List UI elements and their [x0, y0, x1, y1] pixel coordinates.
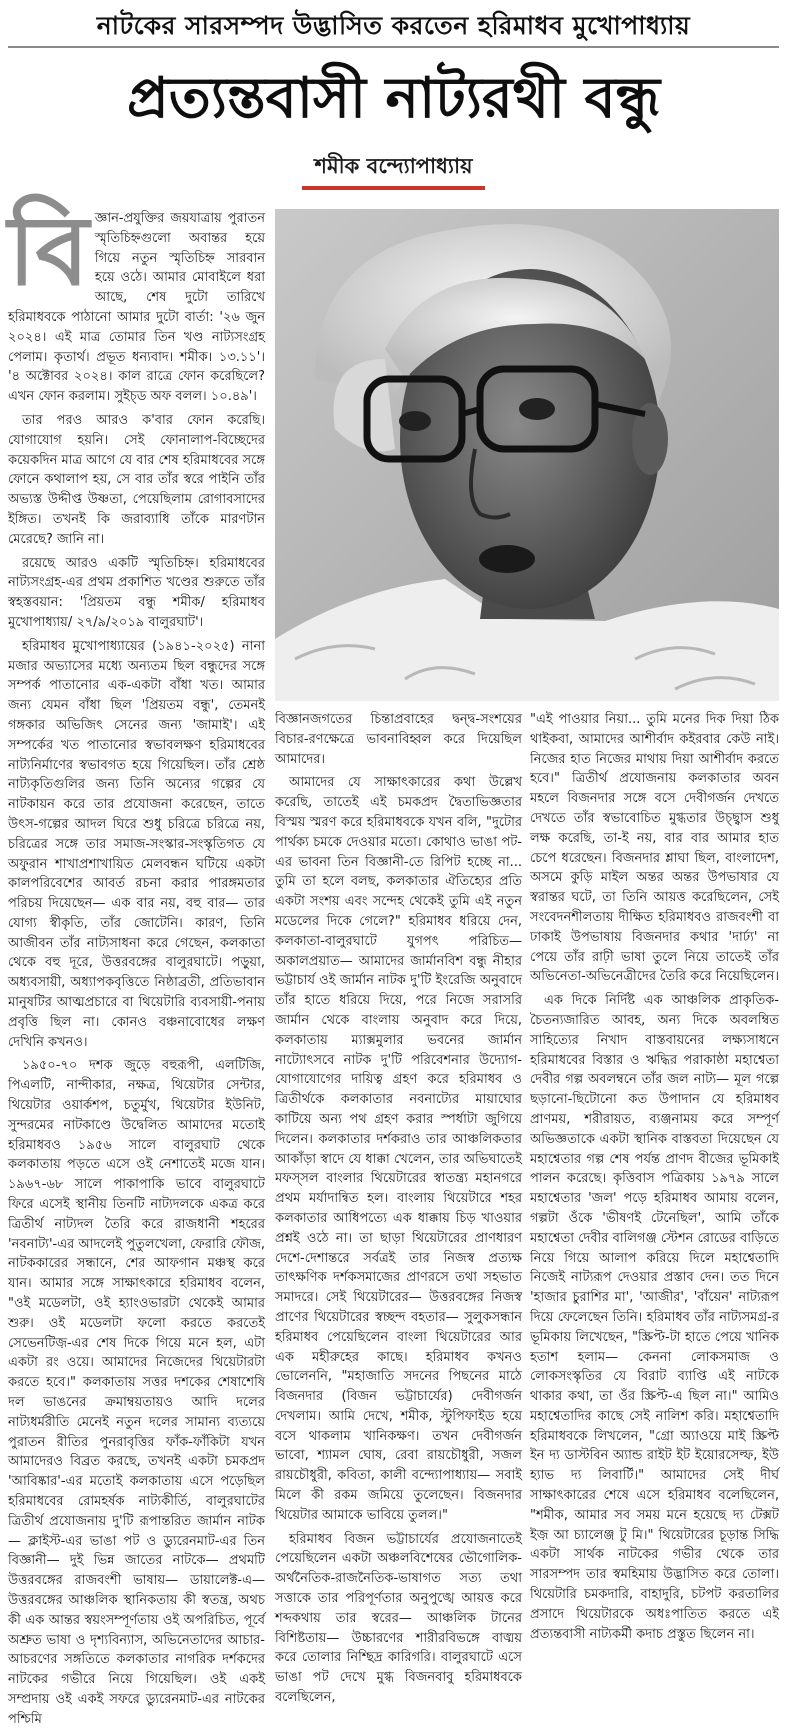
kicker-line: নাটকের সারসম্পদ উদ্ভাসিত করতেন হরিমাধব মুখোপাধ্যায় [96, 11, 691, 40]
article-column-1 [8, 194, 265, 1727]
paragraph: তার পরও আরও ক'বার ফোন করেছি। যোগাযোগ হয়নি। সেই ফোনালাপ-বিচ্ছেদের কয়েকদিন মাত্র আগে যে বার শেষ হরিমাধবের সঙ্গে ফোনে কথালাপ হয়, সে বার তাঁর স্বরে পাইনি তাঁর অভ্যস্ত উদ্দীপ্ত উষ্ণতা, পেয়েছিলাম রোগাবসাদের ইঙ্গিত। তখনই কি জরাব্যাধি তাঁকে মারণটান মেরেছে? জানি না। [8, 412, 265, 547]
drop-cap: বি [8, 194, 89, 307]
headline: প্রত্যন্তবাসী নাট্যরথী বন্ধু [126, 65, 661, 131]
paragraph: রয়েছে আরও একটি স্মৃতিচিহ্ন। হরিমাধবের নাট্যসংগ্রহ-এর প্রথম প্রকাশিত খণ্ডের শুরুতে তাঁর স্বহস্তবয়ান: 'প্রিয়তম বন্ধু শমীক/ হরিমাধব মুখোপাধ্যায়/ ২৭/৯/২০১৯ বালুরঘাট'। [8, 555, 265, 630]
portrait-illustration [275, 209, 779, 701]
paragraph: জ্ঞান-প্রযুক্তির জয়যাত্রায় পুরাতন স্মৃতিচিহ্নগুলো অবান্তর হয়ে গিয়ে নতুন স্মৃতিচিহ্ন সারবান হয়ে ওঠে। আমার মোবাইলে ধরা আছে, শেষ দুটো তারিখে হরিমাধবকে পাঠানো আমার দুটো বার্তা: '২৬ জুন ২০২৪। এই মাত্র তোমার তিন খণ্ড নাট্যসংগ্রহ পেলাম। কৃতার্থ। প্রভূত ধন্যবাদ। শমীক। ১৩.১১'। '৪ অক্টোবর ২০২৪। কাল রাত্রে ফোন করেছিলে? এখন ফোন করলাম। সুইচ্ড অফ বলল। ১০.৪৯'। [8, 211, 265, 405]
paragraph: ১৯৫০-৭০ দশক জুড়ে বহুরূপী, এলটিজি, পিএলটি, নান্দীকার, নক্ষত্র, থিয়েটার সেন্টার, থিয়েটার ওয়ার্কশপ, চতুর্মুখ, থিয়েটার ইউনিট, সুন্দরমের নাটকাণ্ডে উদ্বেলিত আমাদের মতোই হরিমাধবও ১৯৫৬ সালে বালুরঘাট থেকে কলকাতায় পড়তে এসে ওই নেশাতেই মজে যান। ১৯৬৭-৬৮ সালে পাকাপাকি ভাবে বালুরঘাটে ফিরে এসেই স্থানীয় তিনটি নাট্যদলকে একত্র করে ত্রিতীর্থ নাট্যদল তৈরি করে রাজধানী শহরের 'নবনাট্য'-এর আদলেই পুতুলখেলা, ফেরারি ফৌজ, নাটককারের সন্ধানে, শের আফগান মঞ্চস্থ করে যান। আমার সঙ্গে সাক্ষাৎকারে হরিমাধব বলেন, "ওই মডেলটা, ওই হ্যাংওভারটা থেকেই আমার শুরু। ওই মডেলটা ফলো করতে করতেই সেভেনটিজ়-এর শেষ দিকে গিয়ে মনে হল, এটা একটা রং ওয়ে। আমাদের নিজেদের থিয়েটারটা করতে হবে।" কলকাতায় সত্তর দশকের শেষাশেষি দল ভাঙনের ক্রমাম্বয়তায়ও আদি দলের নাট্যধর্মরীতি মেনেই নতুন দলের সামান্য ব্যত্যয়ে পুরাতন রীতির পুনরাবৃত্তির ফাঁক-ফাঁকিটা যখন আমাদেরও বিব্রত করছে, তখনই একটা চমকপ্রদ 'আবিষ্কার'-এর মতোই কলকাতায় এসে পড়েছিল হরিমাধবের রোমহর্ষক নাট্যকীর্তি, বালুরঘাটের ত্রিতীর্থ প্রযোজনায় দু'টি রূপান্তরিত জার্মান নাটক— ক্লাইস্ট-এর ভাঙা পট ও ড্যুরেনমাট-এর তিন বিজ্ঞানী— দুই ভিন্ন জাতের নাটকে— প্রথমটি উত্তরবঙ্গের রাজবংশী ভাষায়— ডায়ালেক্ট-এ— উত্তরবঙ্গের আঞ্চলিক স্থানিকতায় কী স্বতন্ত্র, অথচ কী এক আন্তর স্বয়ংসম্পূর্ণতায় ওই অপরিচিত, পূর্বে অশ্রুত ভাষা ও দৃশ্যবিন্যাস, অভিনেতাদের আচার-আচরণের সঙ্গতিতে কলকাতার নাগরিক দর্শকদের নাটকের গভীরে নিয়ে গিয়েছিল। ওই একই সম্প্রদায় ওই একই সফরে ড্যুরেনমাট-এর নাটকের পশ্চিমি [8, 1058, 265, 1727]
article-column-3 [530, 710, 780, 1642]
byline-underline [302, 186, 485, 190]
paragraph: হরিমাধব মুখোপাধ্যায়ের (১৯৪১-২০২৫) নানা মজার অভ্যাসের মধ্যে অন্যতম ছিল বন্ধুদের সঙ্গে সম্পর্ক পাতানোর এক-একটা বাঁধা খত। আমার জন্য যেমন বাঁধা ছিল 'প্রিয়তম বন্ধু', তেমনই গঙ্গকার অভিজিৎ সেনের জন্য 'জামাই'। এই সম্পর্কের খত পাতানোর স্বভাবলক্ষণ হরিমাধবের নাট্যনির্মাণের স্বভাবগত হয়ে গিয়েছিল। তাঁর শ্রেষ্ঠ নাট্যকৃতিগুলির জন্য তিনি অন্যের গল্পের যে নাটকায়ন করে তার প্রযোজনা করেছেন, তাতে উৎস-গল্পের আদল ঘিরে শুধু চরিত্রে চরিত্রে নয়, চরিত্রের সঙ্গে তার সমাজ-সংস্কার-সংস্কৃতিগত যে অফুরান শাখাপ্রশাখায়িত মেলবন্ধন ঘটিয়ে একটা কালপরিবেশের আবর্ত রচনা করার পারঙ্গমতার পরিচয় দিয়েছেন— এক বার নয়, বহু বার— তার যোগ্য স্বীকৃতি, তাঁর জোটেনি। কারণ, তিনি আজীবন তাঁর নাট্যসাধনা করে গেছেন, কলকাতা থেকে বহু দূরে, উত্তরবঙ্গের বালুরঘাটে। পড়ুয়া, অধ্যবসায়ী, অধ্যাপকবৃত্তিতে নিষ্ঠাব্রতী, প্রতিভাবান মানুষটির আত্মপ্রচারে বা থিয়েটারি ব্যবসায়ী-পনায় প্রবৃত্তি ছিল না। কোনও বঞ্চনাবোধের লক্ষণ দেখিনি কখনও। [8, 638, 265, 1050]
paragraph: আমাদের যে সাক্ষাৎকারের কথা উল্লেখ করেছি, তাতেই এই চমকপ্রদ দ্বৈতাভিজ্ঞতার বিস্ময় স্মরণ করে হরিমাধবকে যখন বলি, "দুটোর পার্থক্য চমকে দেওয়ার মতো। কোথাও ভাঙা পট-এর ভাবনা তিন বিজ্ঞানী-তে রিপিট হচ্ছে না... তুমি তা হলে বলছ, কলকাতার ঐতিহ্যের প্রতি একটা সংশয় এবং সন্দেহ থেকেই তুমি এই নতুন মডেলের দিকে গেলে?" হরিমাধব ধরিয়ে দেন, কলকাতা-বালুরঘাটে যুগপৎ পরিচিত— অকালপ্রয়াত— আমাদের জার্মানবিশ বন্ধু নীহার ভট্টাচার্য ওই জার্মান নাটক দু'টি ইংরেজি অনুবাদে তাঁর হাতে ধরিয়ে দিয়ে, পরে নিজে সরাসরি জার্মান থেকে বাংলায় অনুবাদ করে দিয়ে, কলকাতায় ম্যাক্সমুলার ভবনের জার্মান নাট্যোৎসবে নাটক দু'টি পরিবেশনার উদ্যোগ-যোগাযোগের দায়িত্ব গ্রহণ করে হরিমাধব ও ত্রিতীর্থকে কলকাতার নবনাট্যের মায়াঘোর কাটিয়ে অন্য পথ গ্রহণ করার স্পর্ধাটা জুগিয়ে দিলেন। কলকাতার দর্শকরাও তার আঞ্চলিকতার আকাঁড়া স্বাদে যে ধাক্কা খেলেন, তার অভিঘাতেই মফস্সল বাংলার থিয়েটারের স্বাতন্ত্র্য মহানগরে প্রথম মর্যাদান্বিত হল। বাংলায় থিয়েটারে শহর কলকাতার আধিপত্যে এক ধাক্কায় চিড় খাওয়ার প্রশ্নই ওঠে না। তা ছাড়া থিয়েটারের প্রাণধারণ দেশে-দেশান্তরে সর্বত্রই তার নিজস্ব প্রত্যক্ষ তাৎক্ষণিক দর্শকসমাজের প্রাণরসে তথা সহভাত সমাদরে। সেই থিয়েটারের— উত্তরবঙ্গের নিজস্ব প্রাণের থিয়েটারের স্বচ্ছন্দ বহতার— সুলুকসন্ধান হরিমাধব পেয়েছিলেন বাংলা থিয়েটারের আর এক মহীরুহের কাছে। হরিমাধব কখনও ভোলেননি, "মহাজাতি সদনের পিছনের মাঠে বিজনদার (বিজন ভট্টাচার্যের) দেবীগর্জন দেখলাম। আমি দেখে, শমীক, স্টুপিফাইড হয়ে বসে থাকলাম খানিকক্ষণ। তখন দেবীগর্জন ভাবো, শ্যামল ঘোষ, রেবা রায়চৌধুরী, সজল রায়চৌধুরী, কবিতা, কালী বন্দ্যোপাধ্যায়— সবাই মিলে কী রকম জমিয়ে তুলেছেন। বিজনদার থিয়েটার আমাকে ভাবিয়ে তুলল।" [275, 775, 522, 1523]
paragraph: হরিমাধব বিজন ভট্টাচার্যের প্রযোজনাতেই পেয়েছিলেন একটা অঞ্চলবিশেষের ভৌগোলিক-অর্থনৈতিক-রাজনৈতিক-ভাষাগত সত্য তথা সত্তাকে তার পরিপূর্ণতার অনুপুঙ্খে আয়ত্ত করে শব্দকথায় তার স্বরের— আঞ্চলিক টানের বিশিষ্টতায়— উচ্চারণের শারীরবিভঙ্গে বাঙ্ময় করে তোলার নিশ্ছিদ্র কারিগরি। বালুরঘাটে এসে ভাঙা পট দেখে মুগ্ধ বিজনবাবু হরিমাধবকে বলেছিলেন, [275, 1531, 522, 1706]
paragraph: বিজ্ঞানজগতের চিন্তাপ্রবাহের দ্বন্দ্ব-সংশয়ের বিচার-রণক্ষেত্রে ভাবনাবিহ্বল করে দিয়েছিল আমাদের। [275, 712, 522, 767]
portrait-photo [275, 209, 779, 701]
paragraph: এক দিকে নির্দিষ্ট এক আঞ্চলিক প্রাকৃতিক-চৈতন্যজারিত আবহ, অন্য দিকে অবলম্বিত সাহিত্যের নিখাদ বাস্তবায়নের লক্ষ্যসাধনে হরিমাধবের বিস্তার ও ঋদ্ধির পরাকাষ্ঠা মহাশ্বেতা দেবীর গল্প অবলম্বনে তাঁর জল নাট্য— মূল গল্পে ছড়ানো-ছিটোনো কত উপাদান যে হরিমাধব প্রাণময়, শরীরায়ত, ব্যঞ্জনাময় করে সম্পূর্ণ অভিজ্ঞতাকে একটা স্থানিক বাস্তবতা দিয়েছেন যে মহাশ্বেতার গল্প শেষ পর্যন্ত প্রাণদ বীজের ভূমিকাই পালন করেছে। কৃত্তিবাস পত্রিকায় ১৯৭৯ সালে মহাশ্বেতার 'জল' পড়ে হরিমাধব আমায় বলেন, গল্পটা ওঁকে 'ভীষণই টেনেছিল', আমি তাঁকে মহাশ্বেতা দেবীর বালিগঞ্জ স্টেশন রোডের বাড়িতে নিয়ে গিয়ে আলাপ করিয়ে দিলে মহাশ্বেতাদি নিজেই নাট্যরূপ দেওয়ার প্রস্তাব দেন। তত দিনে 'হাজার চুরাশির মা', 'আজীর', 'বাঁয়েন' নাট্যরূপ দিয়ে ফেলেছেন তিনি। হরিমাধব তাঁর নাট্যসমগ্র-র ভূমিকায় লিখেছেন, "স্ক্রিপ্ট-টা হাতে পেয়ে খানিক হতাশ হলাম— কেননা লোকসমাজ ও লোকসংস্কৃতির যে বিরাট ব্যাপ্তি এই নাটকে থাকার কথা, তা ওঁর স্ক্রিপ্ট-এ ছিল না।" আমিও মহাশ্বেতাদির কাছে সেই নালিশ করি। মহাশ্বেতাদি হরিমাধবকে লিখলেন, "গ্রো অ্যাওয়ে মাই স্ক্রিপ্ট ইন দ্য ডাস্টবিন অ্যান্ড রাইট ইট ইয়োরসেল্ফ, ইউ হ্যাভ দ্য লিবার্টি।" আমাদের সেই দীর্ঘ সাক্ষাৎকারের শেষে এসে হরিমাধব বলেছিলেন, "শমীক, আমার সব সময় মনে হয়েছে দ্য টেক্সট ইজ় আ চ্যালেঞ্জ টু মি।" থিয়েটারের চূড়ান্ত সিদ্ধি একটা সার্থক নাটকের গভীর থেকে তার সারসম্পদ তার স্বমহিমায় উদ্ভাসিত করে তোলা। থিয়েটারি চমকদারি, বাহাদুরি, চটপট করতালির প্রসাদে থিয়েটারকে অধঃপাতিত করতে এই প্রত্যন্তবাসী নাট্যকর্মী কদাচ প্রস্তুত ছিলেন না। [530, 993, 779, 1642]
top-rule [8, 46, 779, 48]
byline: শমীক বন্দ্যোপাধ্যায় [314, 153, 473, 178]
paragraph: "এই পাওয়ার নিয়া... তুমি মনের দিক দিয়া ঠিক থাইকবা, আমাদের আশীর্বাদ কইরবার কেউ নাই। নিজের হাত নিজের মাথায় দিয়া আশীর্বাদ করতে হবে।" ত্রিতীর্থ প্রযোজনায় কলকাতার অবন মহলে বিজনদার সঙ্গে বসে দেবীগর্জন দেখতে দেখতে তাঁর স্বভাবোচিত মুগ্ধতার উচ্ছ্বাস শুধু লক্ষ করেছি, তা-ই নয়, বার বার আমার হাত চেপে ধরেছেন। বিজনদার শ্লাঘা ছিল, বাংলাদেশ, অসমে কুড়ি মাইল অন্তর অন্তর উপভাষার যে স্বরান্তর ঘটে, তা তিনি আয়ত্ত করেছিলেন, সেই সংবেদনশীলতায় দীক্ষিত হরিমাধবও রাজবংশী বা ঢাকাই উপভাষায় বিজনদার কথার 'দার্ঢ্য' না পেয়ে তাঁর রাঢ়ী ভাষা তুলে নিয়ে তাতেই তাঁর অভিনেতা-অভিনেত্রীদের তৈরি করে নিয়েছিলেন। [530, 712, 780, 985]
article-column-2 [275, 710, 522, 1706]
